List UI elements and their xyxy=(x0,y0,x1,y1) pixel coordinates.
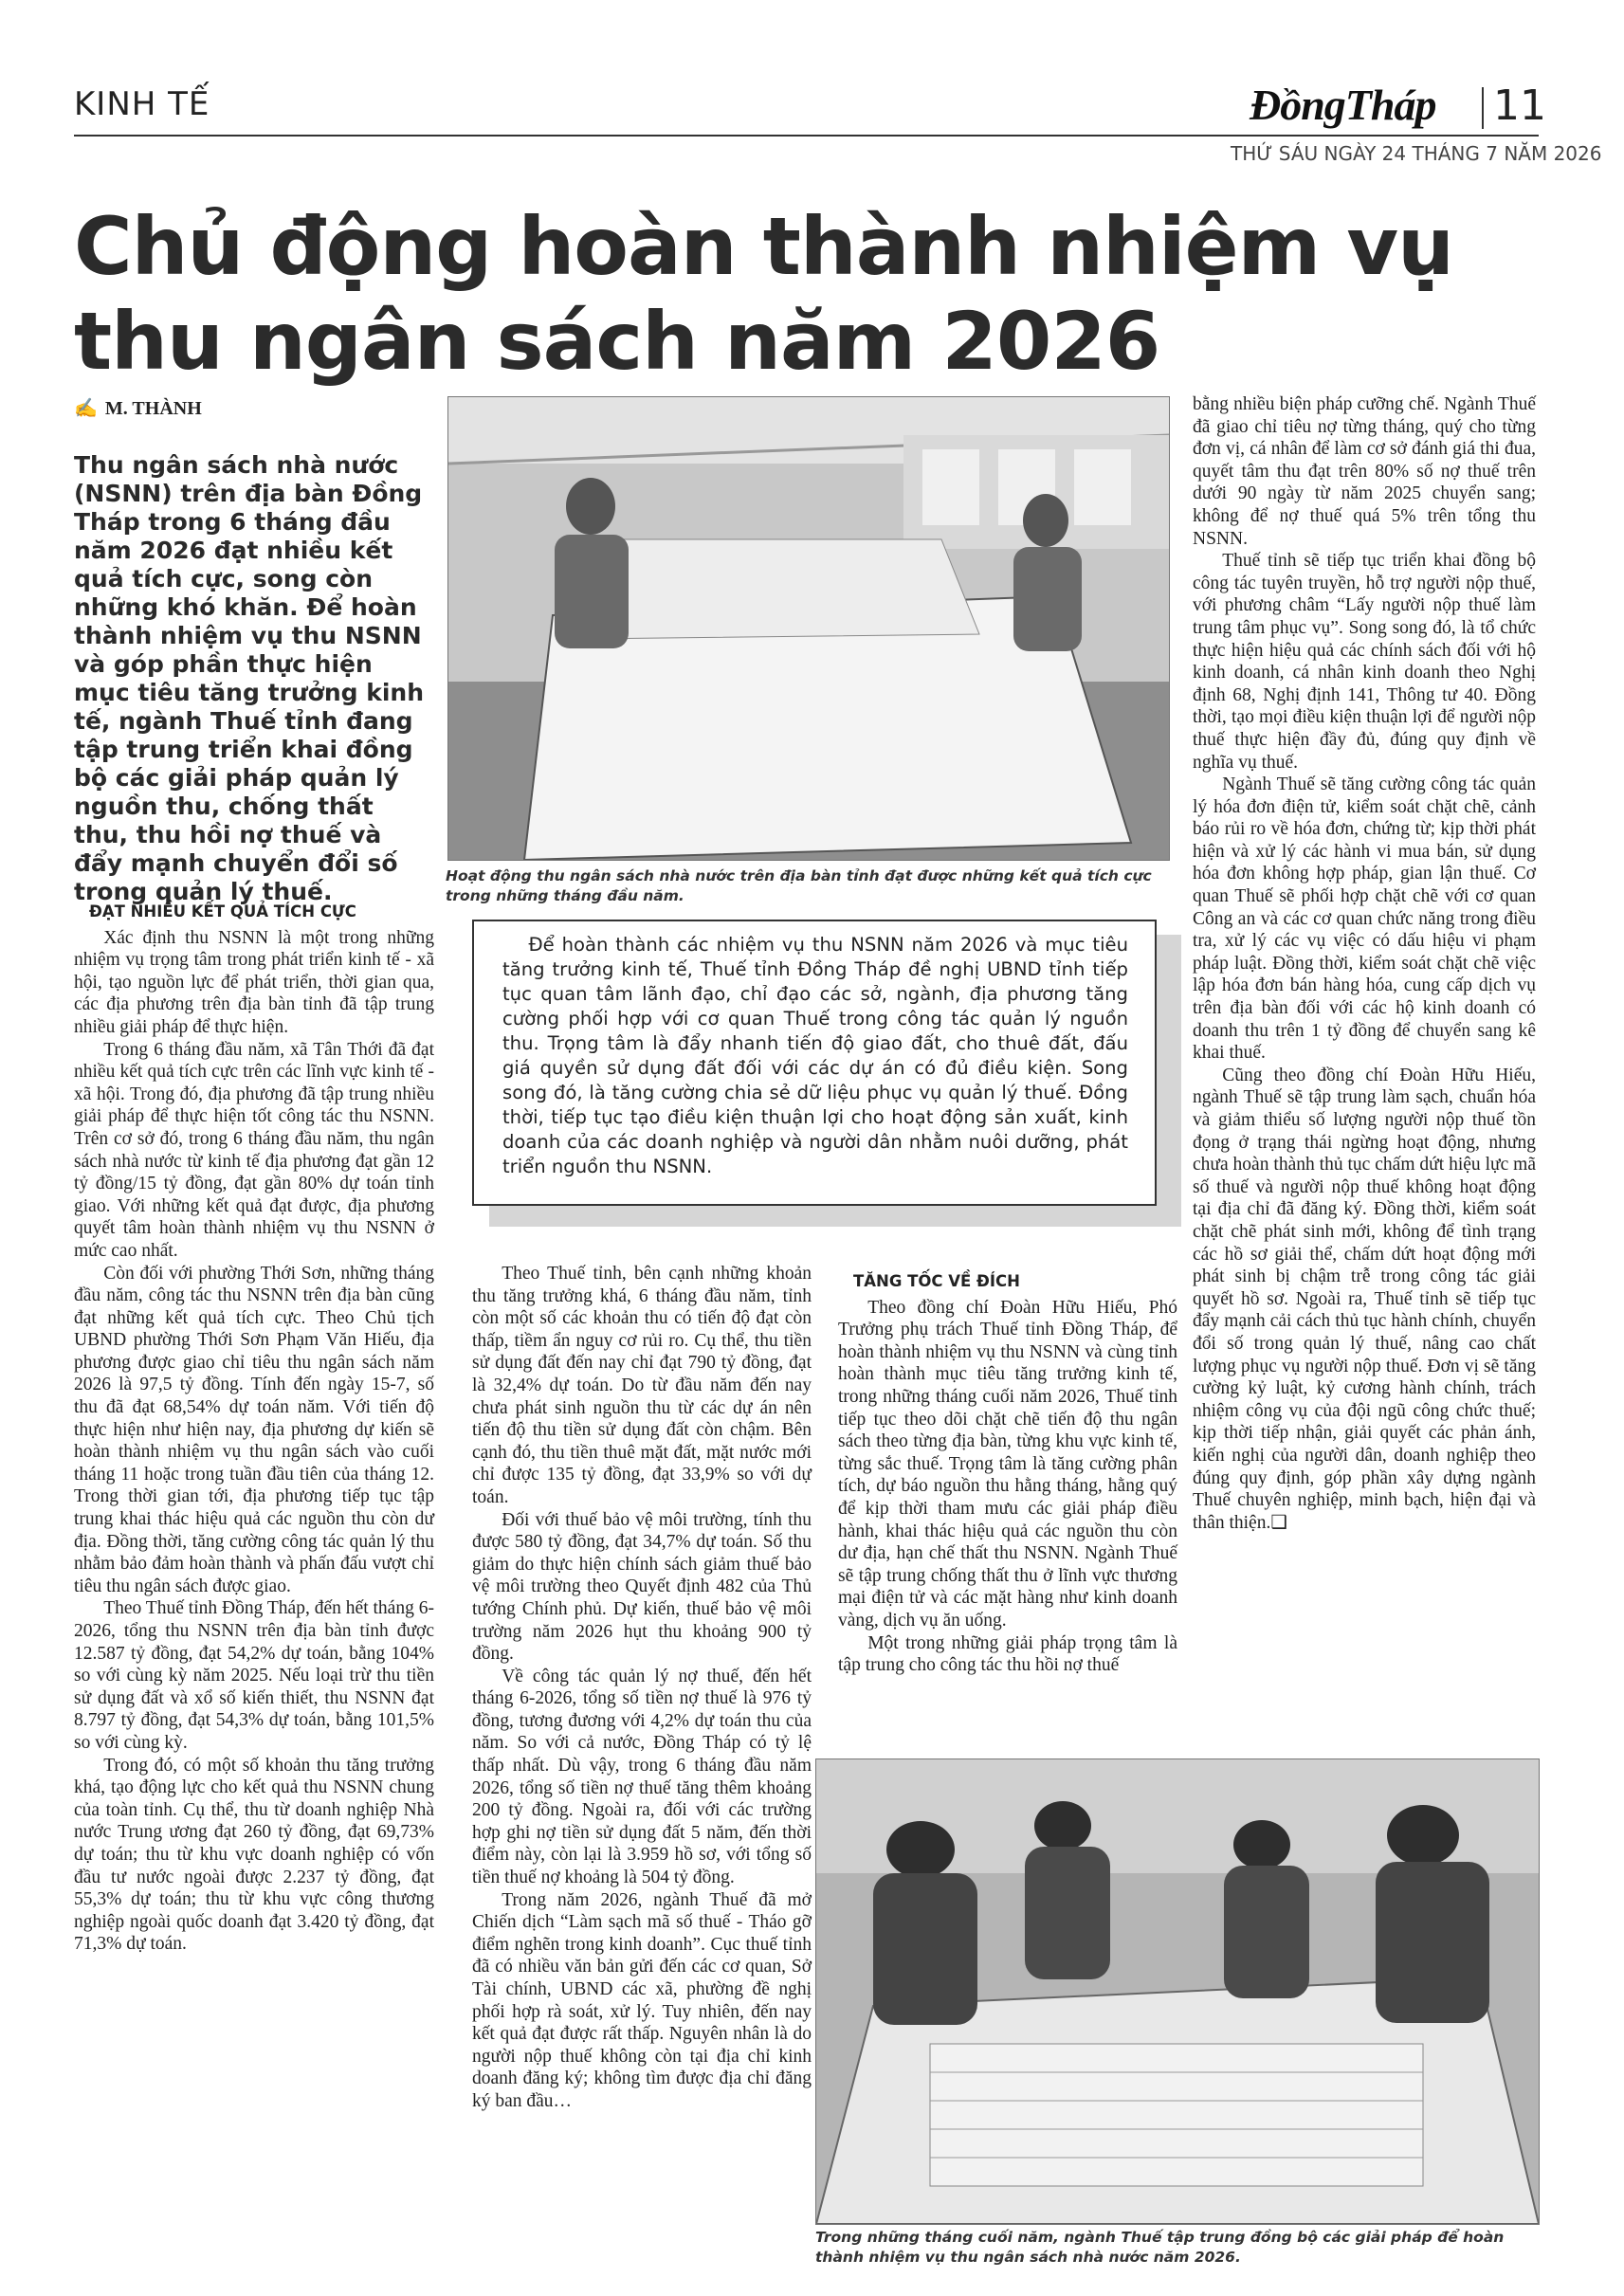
pen-icon: ✍ xyxy=(74,398,98,419)
article-lead: Thu ngân sách nhà nước (NSNN) trên địa bàn Đồng Tháp trong 6 tháng đầu năm 2026 đạt nhiều kết quả tích cực, song còn những khó khăn. Để hoàn thành nhiệm vụ thu NSNN và góp phần thực hiện mục tiêu tăng trưởng kinh tế, ngành Thuế tỉnh đang tập trung triển khai đồng bộ các giải pháp quản lý nguồn thu, chống thất thu, thu hồi nợ thuế và đẩy mạnh chuyển đổi số trong quản lý thuế. xyxy=(74,451,425,905)
paragraph: Ngành Thuế sẽ tăng cường công tác quản lý hóa đơn điện tử, kiểm soát chặt chẽ, cảnh báo rủi ro về hóa đơn, chứng từ; kịp thời phát hiện và xử lý các hành vi mua bán, sử dụng hóa đơn không hợp pháp, gian lận thuế. Cơ quan Thuế sẽ phối hợp chặt chẽ với cơ quan Công an và các cơ quan chức năng trong điều tra, xử lý các vụ việc có dấu hiệu vi phạm pháp luật. Đồng thời, kiểm soát chặt chẽ việc lập hóa đơn bán hàng hóa, cung cấp dịch vụ trên địa bàn đối với các hộ kinh doanh có doanh thu trên 1 tỷ đồng để chuyển sang kê khai thuế. xyxy=(1193,774,1536,1064)
paragraph: bằng nhiều biện pháp cưỡng chế. Ngành Thuế đã giao chỉ tiêu nợ từng tháng, quý cho từng đơn vị, cá nhân để làm cơ sở đánh giá thi đua, quyết tâm thu đạt trên 80% số nợ thuế trên dưới 90 ngày từ năm 2025 chuyển sang; không để nợ thuế quá 5% trên tổng thu NSNN. xyxy=(1193,394,1536,549)
paragraph: Còn đối với phường Thới Sơn, những tháng đầu năm, công tác thu NSNN trên địa bàn cũng đạt những kết quả tích cực. Theo Chủ tịch UBND phường Thới Sơn Phạm Văn Hiếu, địa phương được giao chỉ tiêu thu ngân sách năm 2026 là 97,5 tỷ đồng. Tính đến ngày 15-7, số thu đã đạt 68,54% dự toán năm. Với tiến độ thực hiện như hiện nay, địa phương dự kiến sẽ hoàn thành nhiệm vụ thu ngân sách vào cuối tháng 11 hoặc trong tuần đầu tiên của tháng 12. Trong thời gian tới, địa phương tiếp tục tập trung khai thác hiệu quả các nguồn thu còn dư địa. Đồng thời, tăng cường công tác quản lý thu nhằm bảo đảm hoàn thành và phấn đấu vượt chỉ tiêu thu ngân sách được giao. xyxy=(74,1263,434,1596)
paragraph: Trong năm 2026, ngành Thuế đã mở Chiến dịch “Làm sạch mã số thuế - Tháo gỡ điểm nghẽn trong kinh doanh”. Cục thuế tỉnh đã có nhiều văn bản gửi đến các cơ quan, Sở Tài chính, UBND các xã, phường đề nghị phối hợp rà soát, xử lý. Tuy nhiên, đến nay kết quả đạt được rất thấp. Nguyên nhân là do người nộp thuế không còn tại địa chỉ kinh doanh đăng ký; không tìm được địa chỉ đăng ký ban đầu… xyxy=(472,1889,812,2111)
header-rule xyxy=(74,135,1539,137)
paragraph: Theo đồng chí Đoàn Hữu Hiếu, Phó Trưởng phụ trách Thuế tỉnh Đồng Tháp, để hoàn thành nhiệm vụ thu NSNN và cùng tỉnh hoàn thành mục tiêu tăng trưởng kinh tế, trong những tháng cuối năm 2026, Thuế tỉnh tiếp tục theo dõi chặt chẽ tiến độ thu ngân sách theo từng địa bàn, từng khu vực kinh tế, từng sắc thuế. Trọng tâm là tăng cường phân tích, dự báo nguồn thu hằng tháng, hằng quý để kịp thời tham mưu các giải pháp điều hành, khai thác hiệu quả các nguồn thu còn dư địa, hạn chế thất thu NSNN. Ngành Thuế sẽ tập trung chống thất thu ở lĩnh vực thương mại điện tử và các mặt hàng như kinh doanh vàng, dịch vụ ăn uống. xyxy=(838,1297,1177,1631)
paragraph: Trong đó, có một số khoản thu tăng trưởng khá, tạo động lực cho kết quả thu NSNN chung của toàn tỉnh. Cụ thể, thu từ doanh nghiệp Nhà nước Trung ương đạt 260 tỷ đồng, đạt 69,73% dự toán; thu từ khu vực doanh nghiệp có vốn đầu tư nước ngoài được 2.237 tỷ đồng, đạt 55,3% dự toán; thu từ khu vực công thương nghiệp ngoài quốc doanh đạt 3.420 tỷ đồng, đạt 71,3% dự toán. xyxy=(74,1755,434,1955)
paragraph: Theo Thuế tỉnh, bên cạnh những khoản thu tăng trưởng khá, 6 tháng đầu năm, tỉnh còn một số các khoản thu có tiến độ đạt còn thấp, tiềm ẩn nguy cơ rủi ro. Cụ thể, thu tiền sử dụng đất đến nay chỉ đạt 790 tỷ đồng, đạt là 32,4% dự toán. Do từ đầu năm đến nay chưa phát sinh nguồn thu từ các dự án nên tiến độ thu tiền sử dụng đất còn chậm. Bên cạnh đó, thu tiền thuê mặt đất, mặt nước mới chỉ được 135 tỷ đồng, đạt 33,9% so với dự toán. xyxy=(472,1264,812,1507)
section-label: KINH TẾ xyxy=(74,85,210,123)
paragraph: Xác định thu NSNN là một trong những nhiệm vụ trọng tâm trong phát triển kinh tế - xã hội, tạo nguồn lực để phát triển, thời gian qua, các địa phương trên địa bàn tỉnh đã tập trung nhiều giải pháp để thực hiện. xyxy=(74,927,434,1037)
author-name: M. THÀNH xyxy=(104,398,202,419)
page-number: 11 xyxy=(1493,82,1546,130)
paragraph: Đối với thuế bảo vệ môi trường, tính thu được 580 tỷ đồng, đạt 34,7% dự toán. Số thu giảm do thực hiện chính sách giảm thuế bảo vệ môi trường theo Quyết định 482 của Thủ tướng Chính phủ. Dự kiến, thuế bảo vệ môi trường năm 2026 hụt thu khoảng 900 tỷ đồng. xyxy=(472,1509,812,1665)
paragraph: Thuế tỉnh sẽ tiếp tục triển khai đồng bộ công tác tuyên truyền, hỗ trợ người nộp thuế, với phương châm “Lấy người nộp thuế làm trung tâm phục vụ”. Song song đó, là tổ chức thực hiện hiệu quả các chính sách đối với hộ kinh doanh, cá nhân kinh doanh theo Nghị định 68, Nghị định 141, Thông tư 40. Đồng thời, tạo mọi điều kiện thuận lợi để người nộp thuế thực hiện đầy đủ, đúng quy định về nghĩa vụ thuế. xyxy=(1193,551,1536,773)
photo-factory-illustration xyxy=(448,397,1169,860)
photo-workers-illustration xyxy=(816,1759,1539,2224)
photo-workers-at-table xyxy=(815,1758,1540,2225)
article-column-2 xyxy=(472,1263,812,2113)
issue-date: THỨ SÁU NGÀY 24 THÁNG 7 NĂM 2026 xyxy=(1231,142,1602,165)
logo-divider xyxy=(1482,87,1484,129)
article-column-4 xyxy=(1193,393,1536,1534)
title-line-1: Chủ động hoàn thành nhiệm vụ xyxy=(74,200,1453,293)
paragraph: Về công tác quản lý nợ thuế, đến hết tháng 6-2026, tổng số tiền nợ thuế là 976 tỷ đồng, tương đương với 4,2% dự toán thu của năm. So với cả nước, Đồng Tháp có tỷ lệ thấp nhất. Dù vậy, trong 6 tháng đầu năm 2026, tổng số tiền nợ thuế tăng thêm khoảng 200 tỷ đồng. Ngoài ra, đối với các trường hợp ghi nợ tiền sử dụng đất 5 năm, đến thời điểm này, còn lại là 3.959 hồ sơ, với tổng số tiền thuế nợ khoảng là 504 tỷ đồng. xyxy=(472,1666,812,1888)
photo-caption-2: Trong những tháng cuối năm, ngành Thuế tập trung đồng bộ các giải pháp để hoàn thành nhiệm vụ thu ngân sách nhà nước năm 2026. xyxy=(815,2229,1505,2266)
article-column-3 xyxy=(838,1270,1177,1677)
callout-text: Để hoàn thành các nhiệm vụ thu NSNN năm 2026 và mục tiêu tăng trưởng kinh tế, Thuế tỉnh Đồng Tháp đề nghị UBND tỉnh tiếp tục quan tâm lãnh đạo, chỉ đạo các sở, ngành, địa phương tăng cường phối hợp với cơ quan Thuế trong công tác quản lý nguồn thu. Trọng tâm là đẩy nhanh tiến độ giao đất, cho thuê đất, đấu giá quyền sử dụng đất đối với các dự án có đủ điều kiện. Song song đó, là tăng cường chia sẻ dữ liệu phục vụ quản lý thuế. Đồng thời, tiếp tục tạo điều kiện thuận lợi cho hoạt động sản xuất, kinh doanh của các doanh nghiệp và người dân nhằm nuôi dưỡng, phát triển nguồn thu NSNN. xyxy=(502,934,1128,1177)
newspaper-logo: ĐồngTháp xyxy=(1250,81,1436,129)
paragraph: Trong 6 tháng đầu năm, xã Tân Thới đã đạt nhiều kết quả tích cực trên các lĩnh vực kinh tế - xã hội. Trong đó, địa phương đã tập trung nhiều giải pháp để thực hiện tốt công tác thu NSNN. Trên cơ sở đó, trong 6 tháng đầu năm, thu ngân sách nhà nước từ kinh tế địa phương đạt gần 12 tỷ đồng/15 tỷ đồng, đạt gần 80% dự toán tỉnh giao. Với những kết quả đạt được, địa phương quyết tâm hoàn thành nhiệm vụ thu NSNN ở mức cao nhất. xyxy=(74,1039,434,1261)
paragraph: Theo Thuế tỉnh Đồng Tháp, đến hết tháng 6-2026, tổng thu NSNN trên địa bàn tỉnh được 12.587 tỷ đồng, đạt 54,2% dự toán, bằng 104% so với cùng kỳ năm 2025. Nếu loại trừ thu tiền sử dụng đất và xổ số kiến thiết, thu NSNN đạt 8.797 tỷ đồng, đạt 54,3% dự toán, bằng 101,5% so với cùng kỳ. xyxy=(74,1598,434,1753)
photo-factory-workers xyxy=(447,396,1170,861)
end-mark-icon: ❑ xyxy=(1270,1512,1287,1533)
byline xyxy=(74,396,202,420)
paragraph-text: Cũng theo đồng chí Đoàn Hữu Hiếu, ngành Thuế sẽ tập trung làm sạch, chuẩn hóa và giảm thiểu số lượng người nộp thuế tồn đọng ở trạng thái ngừng hoạt động, nhưng chưa hoàn thành thủ tục chấm dứt hiệu lực mã số thuế và người nộp thuế không hoạt động tại địa chỉ đã đăng ký. Đồng thời, kiểm soát chặt chẽ phát sinh mới, không để tình trạng các hồ sơ giải thể, chấm dứt hoạt động mới phát sinh bị chậm trễ trong công tác giải quyết hồ sơ. Ngoài ra, Thuế tỉnh sẽ tiếp tục đẩy mạnh cải cách thủ tục hành chính, chuyển đổi số trong quản lý thuế, nâng cao chất lượng phục vụ người nộp thuế. Đơn vị sẽ tăng cường kỷ luật, kỷ cương hành chính, trách nhiệm công vụ của đội ngũ công chức thuế; kịp thời tiếp nhận, giải quyết các phản ánh, kiến nghị của người dân, doanh nghiệp theo đúng quy định, góp phần xây dựng ngành Thuế chuyên nghiệp, minh bạch, hiện đại và thân thiện. xyxy=(1193,1065,1536,1533)
article-title xyxy=(74,199,1553,389)
title-line-2: thu ngân sách năm 2026 xyxy=(74,295,1160,388)
paragraph: Một trong những giải pháp trọng tâm là tập trung cho công tác thu hồi nợ thuế xyxy=(838,1632,1177,1676)
article-column-1 xyxy=(74,901,434,1956)
photo-caption-1: Hoạt động thu ngân sách nhà nước trên địa bàn tỉnh đạt được những kết quả tích cực trong những tháng đầu năm. xyxy=(446,867,1152,904)
paragraph xyxy=(1193,1065,1536,1534)
section-heading: ĐẠT NHIỀU KẾT QUẢ TÍCH CỰC xyxy=(89,902,356,920)
section-heading: TĂNG TỐC VỀ ĐÍCH xyxy=(853,1272,1020,1290)
